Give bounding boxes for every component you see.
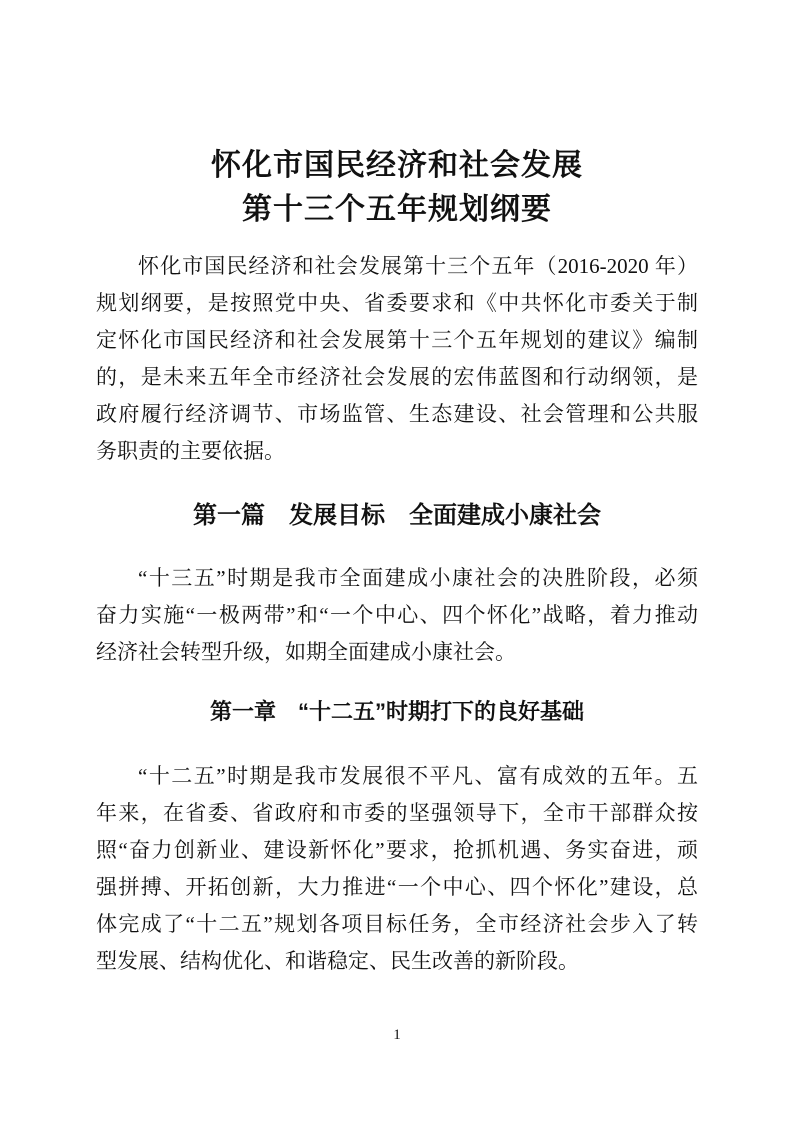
document-title-line-1: 怀化市国民经济和社会发展 — [211, 149, 583, 182]
text-line: 型发展、结构优化、和谐稳定、民生改善的新阶段。 — [96, 949, 579, 973]
text-line: 的，是未来五年全市经济社会发展的宏伟蓝图和行动纲领，是 — [96, 365, 698, 389]
paragraph-chapter-body — [96, 758, 698, 980]
document-title-line-2: 第十三个五年规划纲要 — [242, 193, 552, 226]
page-number: 1 — [393, 1027, 401, 1043]
text-line: 怀化市国民经济和社会发展第十三个五年（2016-2020 年） — [138, 254, 698, 278]
text-line: 定怀化市国民经济和社会发展第十三个五年规划的建议》编制 — [96, 328, 698, 352]
text-line: “十三五”时期是我市全面建成小康社会的决胜阶段，必须 — [138, 566, 698, 590]
text-line: 经济社会转型升级，如期全面建成小康社会。 — [96, 640, 516, 664]
text-line: 政府履行经济调节、市场监管、生态建设、社会管理和公共服 — [96, 402, 698, 426]
text-line: 规划纲要，是按照党中央、省委要求和《中共怀化市委关于制 — [96, 291, 698, 315]
text-line: 务职责的主要依据。 — [96, 439, 285, 463]
document-title — [96, 144, 698, 232]
text-line: 强拼搏、开拓创新，大力推进“一个中心、四个怀化”建设，总 — [96, 875, 698, 899]
section-1-heading: 第一篇 发展目标 全面建成小康社会 — [193, 503, 601, 529]
text-line: 奋力实施“一极两带”和“一个中心、四个怀化”战略，着力推动 — [96, 603, 698, 627]
paragraph-section-goal — [96, 560, 698, 671]
text-line: “十二五”时期是我市发展很不平凡、富有成效的五年。五 — [138, 764, 698, 788]
text-line: 体完成了“十二五”规划各项目标任务，全市经济社会步入了转 — [96, 912, 698, 936]
paragraph-intro — [96, 248, 698, 470]
text-line: 照“奋力创新业、建设新怀化”要求，抢抓机遇、务实奋进，顽 — [96, 838, 698, 862]
text-line: 年来，在省委、省政府和市委的坚强领导下，全市干部群众按 — [96, 801, 698, 825]
chapter-1-heading: 第一章 “十二五”时期打下的良好基础 — [209, 699, 584, 724]
